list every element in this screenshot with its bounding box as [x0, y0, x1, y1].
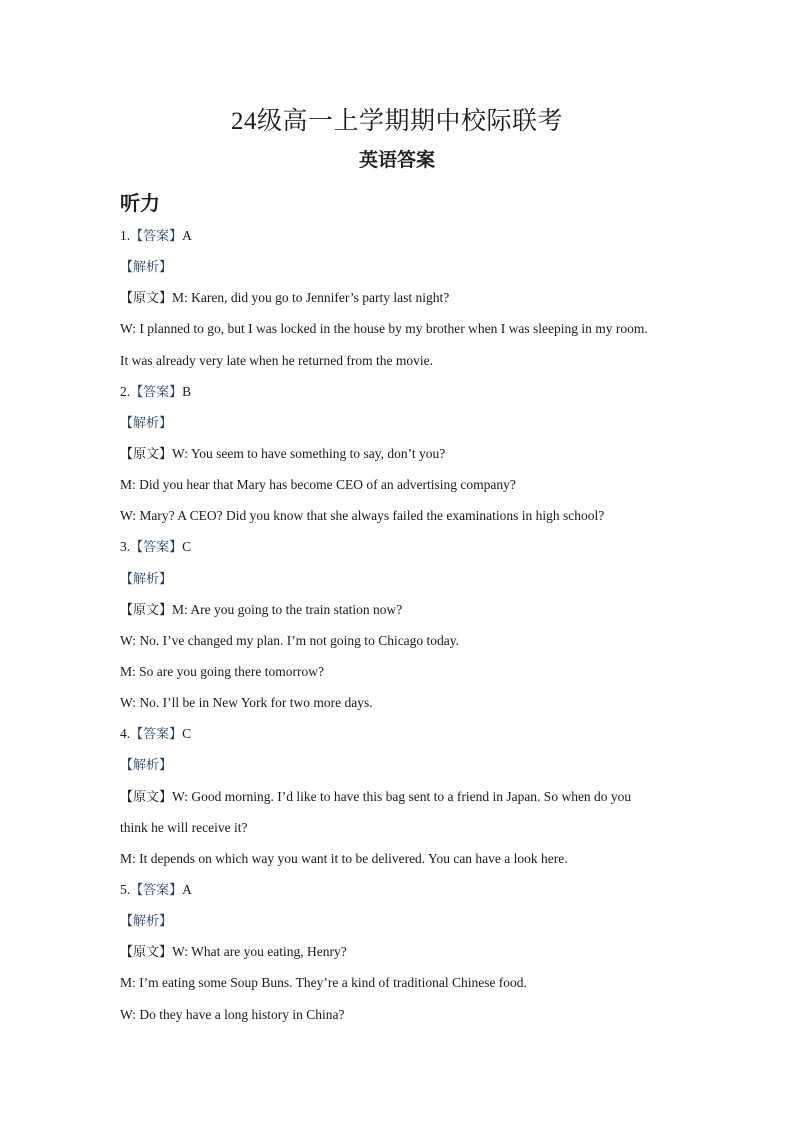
question-block [120, 878, 680, 1034]
original-label: 【原文】 [120, 602, 173, 618]
analysis-line [120, 753, 680, 784]
answer-label: 【答案】 [130, 229, 183, 244]
answer-value: C [182, 726, 192, 742]
transcript-line [120, 598, 680, 629]
transcript-line [120, 660, 680, 691]
transcript-line [120, 286, 680, 317]
page-subtitle: 英语答案 [358, 149, 435, 171]
answer-value: A [182, 228, 192, 243]
transcript-line [120, 691, 680, 722]
answer-content [120, 224, 680, 1034]
transcript-text: W: Good morning. I’d like to have this bag sent to a friend in Japan. So when do you [172, 788, 632, 804]
transcript-text: W: No. I’ll be in New York for two more days. [120, 695, 373, 711]
transcript-text: M: Karen, did you go to Jennifer’s party last night? [172, 290, 450, 306]
transcript-line [120, 317, 680, 348]
transcript-line [120, 473, 680, 504]
answer-line [120, 535, 680, 566]
question-number: 1. [120, 228, 131, 243]
section-heading: 听力 [120, 191, 160, 215]
analysis-line [120, 411, 680, 442]
page-title: 24级高一上学期期中校际联考 [230, 108, 563, 135]
analysis-label: 【解析】 [120, 914, 173, 930]
answer-value: A [182, 881, 192, 897]
original-label: 【原文】 [120, 789, 173, 805]
transcript-text: think he will receive it? [120, 819, 248, 835]
answer-label: 【答案】 [130, 540, 183, 556]
transcript-line [120, 504, 680, 535]
question-number: 3. [120, 539, 131, 555]
question-block [120, 535, 680, 722]
answer-line [120, 722, 680, 753]
transcript-text: W: Do they have a long history in China? [120, 1006, 345, 1022]
analysis-label: 【解析】 [120, 260, 173, 276]
question-number: 5. [120, 881, 131, 897]
analysis-label: 【解析】 [120, 571, 173, 587]
question-number: 4. [120, 726, 131, 742]
analysis-line [120, 567, 680, 598]
transcript-line [120, 785, 680, 816]
transcript-text: M: Are you going to the train station now? [172, 601, 403, 617]
transcript-text: M: It depends on which way you want it to be delivered. You can have a look here. [120, 850, 568, 866]
transcript-text: W: No. I’ve changed my plan. I’m not going to Chicago today. [120, 632, 460, 648]
question-block [120, 722, 680, 878]
question-block [120, 224, 680, 380]
transcript-text: M: Did you hear that Mary has become CEO of an advertising company? [120, 477, 516, 493]
answer-value: B [182, 383, 192, 399]
transcript-text: W: I planned to go, but I was locked in the house by my brother when I was sleeping in my room. [120, 321, 648, 337]
transcript-line [120, 1003, 680, 1034]
answer-line [120, 878, 680, 909]
original-label: 【原文】 [120, 291, 173, 307]
analysis-line [120, 255, 680, 286]
transcript-text: W: Mary? A CEO? Did you know that she always failed the examinations in high school? [120, 508, 605, 524]
answer-label: 【答案】 [130, 882, 183, 898]
transcript-text: It was already very late when he returned from the movie. [120, 352, 433, 368]
transcript-line [120, 816, 680, 847]
analysis-line [120, 909, 680, 940]
answer-value: C [182, 539, 192, 555]
transcript-text: M: I’m eating some Soup Buns. They’re a kind of traditional Chinese food. [120, 975, 527, 991]
original-label: 【原文】 [120, 446, 173, 462]
original-label: 【原文】 [120, 945, 173, 961]
transcript-line [120, 629, 680, 660]
answer-label: 【答案】 [130, 727, 183, 743]
analysis-label: 【解析】 [120, 415, 173, 431]
question-number: 2. [120, 383, 131, 399]
transcript-text: W: You seem to have something to say, don’t you? [172, 445, 446, 461]
transcript-line [120, 847, 680, 878]
answer-label: 【答案】 [130, 384, 183, 400]
transcript-line [120, 442, 680, 473]
transcript-text: M: So are you going there tomorrow? [120, 663, 324, 679]
answer-line [120, 224, 680, 255]
transcript-text: W: What are you eating, Henry? [172, 944, 347, 960]
transcript-line [120, 349, 680, 380]
transcript-line [120, 940, 680, 971]
answer-line [120, 380, 680, 411]
analysis-label: 【解析】 [120, 758, 173, 774]
transcript-line [120, 971, 680, 1002]
question-block [120, 380, 680, 536]
